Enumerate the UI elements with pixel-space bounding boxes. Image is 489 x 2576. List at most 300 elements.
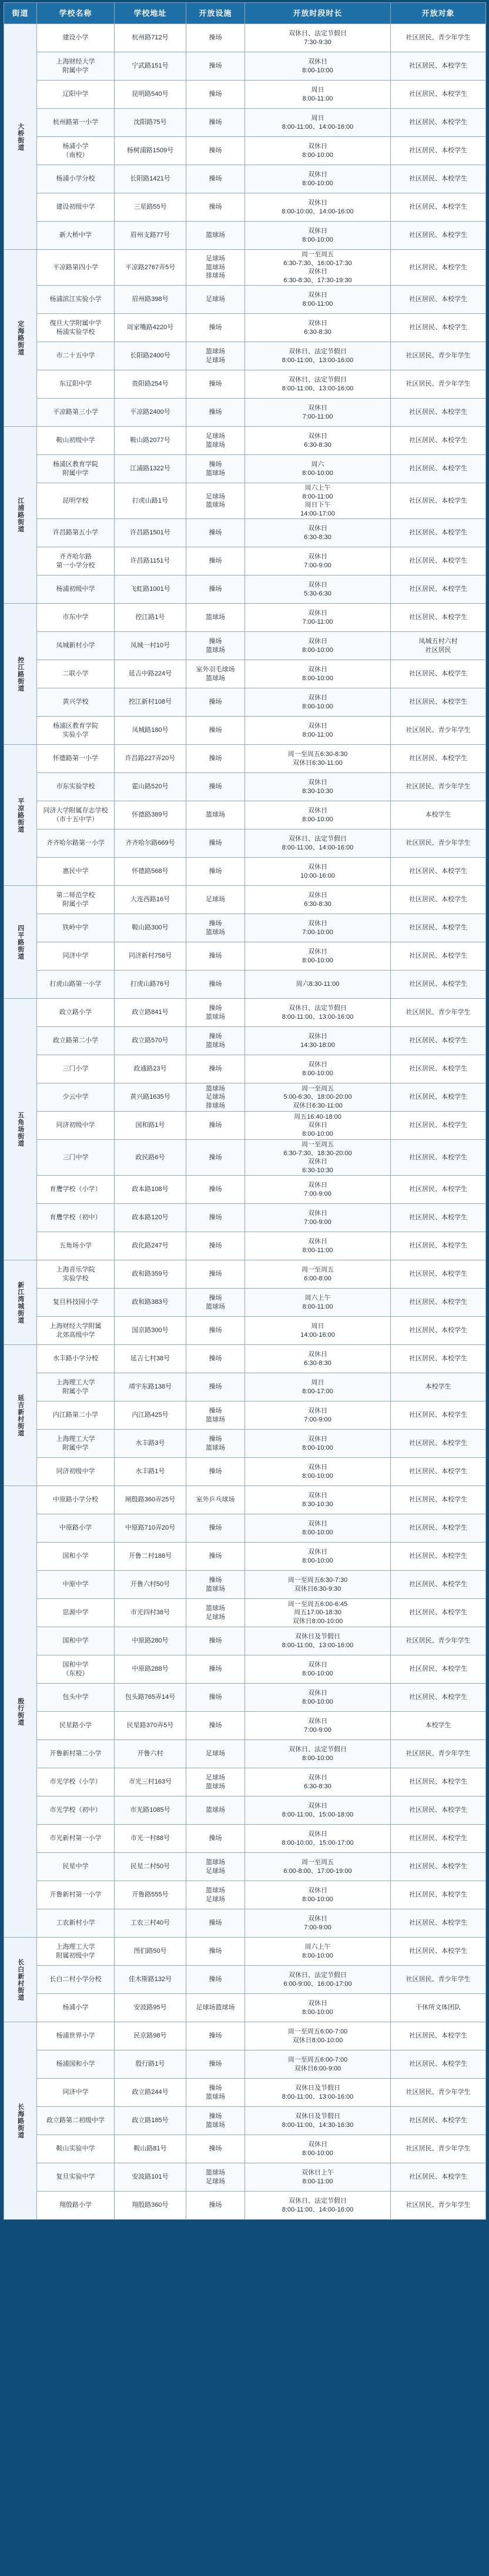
school-name-cell: 铁岭中学: [37, 914, 115, 942]
school-address-cell: 政立路185号: [115, 2107, 186, 2135]
open-target-cell: 社区居民、本校学生: [391, 52, 486, 81]
table-row: [4, 1204, 486, 1232]
open-target-cell: 社区居民、本校学生: [391, 2163, 486, 2192]
table-row: [4, 1027, 486, 1055]
facility-cell: 操场: [186, 1232, 245, 1260]
school-address-cell: 政化路247号: [115, 1232, 186, 1260]
school-name-cell: 杨浦区教育学院 附属中学: [37, 455, 115, 483]
facility-cell: 操场: [186, 942, 245, 971]
facility-cell: 操场 篮球场: [186, 999, 245, 1027]
open-hours-cell: 周六 8:00-10:00: [245, 455, 391, 483]
school-address-cell: 中原路710弄20号: [115, 1514, 186, 1543]
school-name-cell: 杨浦世界小学: [37, 2022, 115, 2050]
open-target-cell: 社区居民、本校学生: [391, 81, 486, 109]
facility-cell: 操场: [186, 137, 245, 165]
school-name-cell: 工农新村小学: [37, 1909, 115, 1938]
table-row: [4, 165, 486, 193]
school-name-cell: 上海音乐学院 实验学校: [37, 1260, 115, 1289]
school-address-cell: 延吉中路224号: [115, 660, 186, 688]
open-target-cell: 社区居民、本校学生: [391, 745, 486, 773]
school-address-cell: 内江路425号: [115, 1401, 186, 1430]
school-name-cell: 育鹰学校（小学）: [37, 1176, 115, 1204]
table-row: [4, 1796, 486, 1825]
open-target-cell: 社区居民、本校学生: [391, 399, 486, 427]
open-target-cell: 社区居民、青少年学生: [391, 1966, 486, 1994]
school-name-cell: 齐齐哈尔路第一小学: [37, 829, 115, 858]
school-name-cell: 政立路第二初级中学: [37, 2107, 115, 2135]
facility-cell: 篮球场: [186, 1796, 245, 1825]
table-row: [4, 483, 486, 519]
school-address-cell: 眉州支路77号: [115, 222, 186, 250]
school-address-cell: 安波路101号: [115, 2163, 186, 2192]
facility-cell: 篮球场 足球场: [186, 2163, 245, 2192]
table-row: [4, 1740, 486, 1768]
open-hours-cell: 周日 8:00-11:00: [245, 81, 391, 109]
school-address-cell: 安波路95号: [115, 1994, 186, 2022]
school-name-cell: 杨浦初级中学: [37, 576, 115, 604]
school-name-cell: 民星路小学: [37, 1712, 115, 1740]
open-hours-cell: 双休日 8:00-10:00: [245, 1543, 391, 1571]
open-hours-cell: 双休日 10:00-16:00: [245, 858, 391, 886]
facility-cell: 操场 篮球场: [186, 1027, 245, 1055]
facility-cell: 操场: [186, 1514, 245, 1543]
table-row: [4, 342, 486, 370]
table-row: [4, 2022, 486, 2050]
open-target-cell: 社区居民、本校学生: [391, 1825, 486, 1853]
open-hours-cell: 双休日、法定节假日 8:00-10:00: [245, 1740, 391, 1768]
school-address-cell: 政民路6号: [115, 1140, 186, 1176]
table-row: [4, 1655, 486, 1684]
open-target-cell: 社区居民、本校学生: [391, 1112, 486, 1140]
school-name-cell: 齐齐哈尔路 第一小学分校: [37, 547, 115, 576]
district-cell: 平凉路街道: [4, 745, 37, 886]
school-address-cell: 鞍山路81号: [115, 2135, 186, 2163]
facility-cell: 足球场: [186, 1740, 245, 1768]
open-target-cell: 社区居民、青少年学生: [391, 1627, 486, 1655]
school-address-cell: 政通路23号: [115, 1055, 186, 1083]
table-row: [4, 999, 486, 1027]
open-target-cell: 社区居民、本校学生: [391, 427, 486, 455]
school-address-cell: 大连西路16号: [115, 886, 186, 914]
table-row: [4, 1514, 486, 1543]
table-row: [4, 1684, 486, 1712]
school-address-cell: 鞍山路300号: [115, 914, 186, 942]
open-target-cell: 社区居民、本校学生: [391, 165, 486, 193]
open-hours-cell: 双休日 7:00-9:00: [245, 1176, 391, 1204]
open-hours-cell: 周一至周五6:00-6:45 周五17:00-18:30 双休日8:00-10:00: [245, 1599, 391, 1627]
open-target-cell: 社区居民、本校学生: [391, 576, 486, 604]
table-header: [4, 3, 486, 24]
district-cell: 长白新村街道: [4, 1938, 37, 2022]
open-hours-cell: 双休日 8:00-10:00: [245, 1430, 391, 1458]
facility-cell: 足球场: [186, 286, 245, 314]
facility-cell: 操场: [186, 1204, 245, 1232]
facility-cell: 操场 篮球场: [186, 632, 245, 660]
table-row: [4, 455, 486, 483]
table-row: [4, 1458, 486, 1486]
school-name-cell: 黄兴学校: [37, 688, 115, 717]
table-row: [4, 427, 486, 455]
open-hours-cell: 双休日 8:00-10:00: [245, 632, 391, 660]
table-row: [4, 193, 486, 222]
school-name-cell: 杨浦国和小学: [37, 2050, 115, 2079]
open-target-cell: 社区居民、本校学生: [391, 1260, 486, 1289]
table-row: [4, 1486, 486, 1514]
facility-cell: 足球场: [186, 886, 245, 914]
table-row: [4, 1260, 486, 1289]
table-row: [4, 2192, 486, 2220]
school-name-cell: 东辽阳中学: [37, 370, 115, 399]
facility-cell: 篮球场 足球场: [186, 1881, 245, 1909]
school-address-cell: 沈阳路75号: [115, 109, 186, 137]
table-row: [4, 632, 486, 660]
table-row: [4, 1317, 486, 1345]
table-row: [4, 717, 486, 745]
open-hours-cell: 周日 8:00-11:00、14:00-16:00: [245, 109, 391, 137]
open-target-cell: 社区居民、本校学生: [391, 1317, 486, 1345]
district-cell: 新江湾城街道: [4, 1260, 37, 1345]
table-row: [4, 2163, 486, 2192]
table-row: [4, 1176, 486, 1204]
table-row: [4, 1345, 486, 1373]
open-target-cell: 社区居民、本校学生: [391, 2022, 486, 2050]
school-address-cell: 宁武路151号: [115, 52, 186, 81]
school-name-cell: 同济中学: [37, 942, 115, 971]
table-row: [4, 745, 486, 773]
school-name-cell: 怀德路第一小学: [37, 745, 115, 773]
open-hours-cell: 周一至周五 5:00-6:30、18:00-20:00 双休日6:30-11:00: [245, 1083, 391, 1112]
open-hours-cell: 双休日 8:00-10:00: [245, 688, 391, 717]
open-target-cell: 社区居民、本校学生: [391, 886, 486, 914]
school-address-cell: 开鲁二村188号: [115, 1543, 186, 1571]
open-hours-cell: 双休日 14:30-18:00: [245, 1027, 391, 1055]
open-target-cell: 社区居民、本校学生: [391, 314, 486, 342]
open-target-cell: 社区居民、本校学生: [391, 1430, 486, 1458]
open-target-cell: 社区居民、本校学生: [391, 1796, 486, 1825]
school-name-cell: 包头中学: [37, 1684, 115, 1712]
district-cell: 五角场街道: [4, 999, 37, 1260]
school-name-cell: 少云中学: [37, 1083, 115, 1112]
school-address-cell: 民京路98号: [115, 2022, 186, 2050]
school-address-cell: 政立路570号: [115, 1027, 186, 1055]
school-name-cell: 三门小学: [37, 1055, 115, 1083]
facility-cell: 篮球场: [186, 801, 245, 829]
school-address-cell: 民星二村50号: [115, 1853, 186, 1881]
facility-cell: 操场: [186, 1712, 245, 1740]
facility-cell: 篮球场 足球场 排球场: [186, 1083, 245, 1112]
table-row: [4, 1853, 486, 1881]
school-address-cell: 市光一村88号: [115, 1825, 186, 1853]
facility-cell: 操场: [186, 1966, 245, 1994]
open-hours-cell: 周日 14:00-16:00: [245, 1317, 391, 1345]
open-target-cell: 社区居民、青少年学生: [391, 24, 486, 52]
school-name-cell: 市光新村第一小学: [37, 1825, 115, 1853]
open-target-cell: 社区居民、本校学生: [391, 455, 486, 483]
school-address-cell: 图们路50号: [115, 1938, 186, 1966]
school-address-cell: 打虎山路76号: [115, 971, 186, 999]
school-address-cell: 政本路120号: [115, 1204, 186, 1232]
facility-cell: 操场: [186, 1345, 245, 1373]
open-hours-cell: 双休日 6:30-8:30: [245, 1345, 391, 1373]
open-hours-cell: 周一至周五6:00-7:00 双休日8:00-10:00: [245, 2022, 391, 2050]
open-hours-cell: 周一至周五 6:00-8:00: [245, 1260, 391, 1289]
open-hours-cell: 双休日 8:00-10:00: [245, 52, 391, 81]
school-address-cell: 杨树浦路1509号: [115, 137, 186, 165]
facility-cell: 操场: [186, 1655, 245, 1684]
facility-cell: 操场: [186, 773, 245, 801]
table-row: [4, 942, 486, 971]
open-hours-cell: 双休日 7:00-9:00: [245, 1204, 391, 1232]
school-address-cell: 许昌路1151号: [115, 547, 186, 576]
open-hours-cell: 周五16:40-18:00 双休日 8:00-10:00: [245, 1112, 391, 1140]
school-address-cell: 开鲁路555号: [115, 1881, 186, 1909]
facility-cell: 足球场 篮球场: [186, 483, 245, 519]
school-address-cell: 长阳路1421号: [115, 165, 186, 193]
school-name-cell: 国和中学 （东校）: [37, 1655, 115, 1684]
open-target-cell: 社区居民、本校学生: [391, 483, 486, 519]
school-address-cell: 眉州路398号: [115, 286, 186, 314]
open-hours-cell: 周一至周五 6:30-7:30、18:30-20:00 双休日 6:30-10:30: [245, 1140, 391, 1176]
school-name-cell: 政立路第二小学: [37, 1027, 115, 1055]
district-cell: 延吉新村街道: [4, 1345, 37, 1486]
facility-cell: 操场: [186, 1458, 245, 1486]
table-row: [4, 1712, 486, 1740]
facility-cell: 操场 篮球场: [186, 1430, 245, 1458]
school-address-cell: 佳木斯路132号: [115, 1966, 186, 1994]
school-address-cell: 打虎山路1号: [115, 483, 186, 519]
open-hours-cell: 周六上午 8:00-10:00: [245, 1938, 391, 1966]
school-name-cell: 政立路小学: [37, 999, 115, 1027]
table-row: [4, 52, 486, 81]
open-hours-cell: 双休日 8:00-11:00: [245, 286, 391, 314]
open-hours-cell: 双休日 8:00-10:00: [245, 165, 391, 193]
facility-cell: 篮球场: [186, 222, 245, 250]
school-name-cell: 三门中学: [37, 1140, 115, 1176]
school-name-cell: 上海理工大学 附属小学: [37, 1373, 115, 1401]
open-target-cell: 社区居民、青少年学生: [391, 2135, 486, 2163]
district-cell: 四平路街道: [4, 886, 37, 999]
school-address-cell: 民星路370弄5号: [115, 1712, 186, 1740]
facility-cell: 篮球场 足球场: [186, 342, 245, 370]
table-row: [4, 1401, 486, 1430]
facility-cell: 足球场 篮球场 排球场: [186, 250, 245, 286]
open-target-cell: 社区居民、本校学生: [391, 942, 486, 971]
table-row: [4, 222, 486, 250]
open-hours-cell: 周一至周五6:00-7:00 双休日6:00-9:00: [245, 2050, 391, 2079]
school-name-cell: 上海财经大学附属 北郊高级中学: [37, 1317, 115, 1345]
school-address-cell: 政本路108号: [115, 1176, 186, 1204]
table-row: [4, 286, 486, 314]
open-target-cell: 干休所文体团队: [391, 1994, 486, 2022]
facility-cell: 操场: [186, 2192, 245, 2220]
school-name-cell: 国和中学: [37, 1627, 115, 1655]
table-row: [4, 1112, 486, 1140]
open-hours-cell: 双休日 8:30-10:30: [245, 1486, 391, 1514]
table-row: [4, 1083, 486, 1112]
facility-cell: 操场: [186, 547, 245, 576]
school-name-cell: 国和小学: [37, 1543, 115, 1571]
open-target-cell: 社区居民、本校学生: [391, 1571, 486, 1599]
school-address-cell: 怀德路568号: [115, 858, 186, 886]
facility-cell: 操场: [186, 745, 245, 773]
school-address-cell: 政和路383号: [115, 1289, 186, 1317]
table-row: [4, 660, 486, 688]
facility-cell: 操场: [186, 1627, 245, 1655]
facility-cell: 操场: [186, 193, 245, 222]
school-address-cell: 闸殷路360弄25号: [115, 1486, 186, 1514]
open-hours-cell: 双休日 8:00-10:00: [245, 801, 391, 829]
open-target-cell: 社区居民、本校学生: [391, 1684, 486, 1712]
open-target-cell: 社区居民、本校学生: [391, 1289, 486, 1317]
open-hours-cell: 周六上午 8:00-11:00: [245, 1289, 391, 1317]
facility-cell: 足球场篮球场: [186, 1994, 245, 2022]
open-target-cell: 社区居民、本校学生: [391, 193, 486, 222]
open-hours-cell: 周一至周五 6:30-7:30、16:00-17:30 双休日 6:30-8:30、17:30-19:30: [245, 250, 391, 286]
table-row: [4, 81, 486, 109]
school-name-cell: 市东实验学校: [37, 773, 115, 801]
open-hours-cell: 双休日、法定节假日 8:00-11:00、14:00-16:00: [245, 829, 391, 858]
open-target-cell: 社区居民、本校学生: [391, 1514, 486, 1543]
school-name-cell: 市光学校（初中）: [37, 1796, 115, 1825]
open-hours-cell: 周六8:30-11:00: [245, 971, 391, 999]
header-district: 街道: [4, 3, 37, 24]
school-address-cell: 翔殷路360号: [115, 2192, 186, 2220]
table-row: [4, 1938, 486, 1966]
open-hours-cell: 双休日 8:00-10:00: [245, 1055, 391, 1083]
open-target-cell: 社区居民、本校学生: [391, 1486, 486, 1514]
open-target-cell: 社区居民、本校学生: [391, 1083, 486, 1112]
open-hours-cell: 双休日 6:30-8:30: [245, 886, 391, 914]
facility-cell: 操场: [186, 576, 245, 604]
open-target-cell: 社区居民、本校学生: [391, 519, 486, 547]
school-address-cell: 凤城路180号: [115, 717, 186, 745]
open-hours-cell: 双休日 8:00-10:00: [245, 1655, 391, 1684]
open-hours-cell: 双休日 8:00-10:00: [245, 1684, 391, 1712]
school-name-cell: 昆明学校: [37, 483, 115, 519]
open-hours-cell: 双休日 7:00-9:00: [245, 1401, 391, 1430]
header-school-name: 学校名称: [37, 3, 115, 24]
header-facility: 开放设施: [186, 3, 245, 24]
facility-cell: 操场: [186, 1825, 245, 1853]
open-target-cell: 社区居民、本校学生: [391, 660, 486, 688]
school-name-cell: 复旦科技园小学: [37, 1289, 115, 1317]
table-row: [4, 370, 486, 399]
table-row: [4, 137, 486, 165]
table-row: [4, 688, 486, 717]
school-name-cell: 思源中学: [37, 1599, 115, 1627]
school-name-cell: 杨浦小学分校: [37, 165, 115, 193]
table-row: [4, 801, 486, 829]
school-address-cell: 长阳路2400号: [115, 342, 186, 370]
school-name-cell: 杭州路第一小学: [37, 109, 115, 137]
open-hours-cell: 双休日 8:00-10:00: [245, 222, 391, 250]
open-hours-cell: 双休日 6:30-8:30: [245, 427, 391, 455]
facility-cell: 篮球场 足球场: [186, 1599, 245, 1627]
school-address-cell: 昆明路540号: [115, 81, 186, 109]
header-school-address: 学校地址: [115, 3, 186, 24]
open-hours-cell: 双休日及节假日 8:00-11:00、14:30-16:30: [245, 2107, 391, 2135]
table-row: [4, 519, 486, 547]
school-address-cell: 同济新村758号: [115, 942, 186, 971]
open-hours-cell: 双休日 8:00-11:00: [245, 717, 391, 745]
open-hours-cell: 双休日、法定节假日 8:00-11:00、13:00-16:00: [245, 999, 391, 1027]
open-hours-cell: 双休日、法定节假日 6:00-9:00、16:00-17:00: [245, 1966, 391, 1994]
open-hours-cell: 周六上午 8:00-11:00 周日下午 14:00-17:00: [245, 483, 391, 519]
school-name-cell: 辽阳中学: [37, 81, 115, 109]
open-hours-cell: 双休日 6:30-8:30: [245, 519, 391, 547]
school-name-cell: 翔殷路小学: [37, 2192, 115, 2220]
school-address-cell: 水丰路3号: [115, 1430, 186, 1458]
school-name-cell: 中原路小学: [37, 1514, 115, 1543]
open-target-cell: 社区居民、本校学生: [391, 1881, 486, 1909]
table-row: [4, 1543, 486, 1571]
open-hours-cell: 双休日 7:00-9:00: [245, 547, 391, 576]
school-address-cell: 市光路1085号: [115, 1796, 186, 1825]
district-cell: 大桥街道: [4, 24, 37, 250]
school-address-cell: 殷行路1号: [115, 2050, 186, 2079]
table-row: [4, 858, 486, 886]
open-target-cell: 社区居民、本校学生: [391, 1543, 486, 1571]
school-address-cell: 政立路841号: [115, 999, 186, 1027]
open-hours-cell: 双休日、法定节假日 8:00-11:00、14:00-16:00: [245, 2192, 391, 2220]
open-hours-cell: 双休日 8:00-10:00: [245, 1881, 391, 1909]
open-hours-cell: 双休日 6:30-8:30: [245, 314, 391, 342]
school-address-cell: 包头路765弄14号: [115, 1684, 186, 1712]
open-target-cell: 社区居民、青少年学生: [391, 2079, 486, 2107]
open-hours-cell: 双休日 8:00-10:00: [245, 137, 391, 165]
school-name-cell: 同济初级中学: [37, 1112, 115, 1140]
school-name-cell: 上海财经大学 附属中学: [37, 52, 115, 81]
open-target-cell: 社区居民、本校学生: [391, 1853, 486, 1881]
open-hours-cell: 周一至周五 6:00-8:00、17:00-19:00: [245, 1853, 391, 1881]
open-target-cell: 社区居民、本校学生: [391, 547, 486, 576]
facility-cell: 操场: [186, 370, 245, 399]
table-row: [4, 1232, 486, 1260]
open-hours-cell: 双休日 8:00-10:00: [245, 1514, 391, 1543]
table-row: [4, 2079, 486, 2107]
open-target-cell: 社区居民、本校学生: [391, 1599, 486, 1627]
open-target-cell: 社区居民、本校学生: [391, 1458, 486, 1486]
open-target-cell: 凤城五村六村 社区居民: [391, 632, 486, 660]
facility-cell: 操场: [186, 1176, 245, 1204]
school-facility-table: [4, 2, 486, 2220]
open-target-cell: 社区居民、本校学生: [391, 1055, 486, 1083]
open-target-cell: 社区居民、本校学生: [391, 1027, 486, 1055]
school-name-cell: 中原中学: [37, 1571, 115, 1599]
school-name-cell: 市光学校（小学）: [37, 1768, 115, 1796]
open-hours-cell: 双休日 8:00-10:00: [245, 660, 391, 688]
school-address-cell: 黄兴路1635号: [115, 1083, 186, 1112]
facility-cell: 操场: [186, 971, 245, 999]
school-address-cell: 中原路288号: [115, 1655, 186, 1684]
school-address-cell: 霍山路520号: [115, 773, 186, 801]
header-open-hours: 开放时段时长: [245, 3, 391, 24]
district-cell: 长海路街道: [4, 2022, 37, 2220]
open-target-cell: 社区居民、本校学生: [391, 250, 486, 286]
facility-cell: 操场: [186, 399, 245, 427]
facility-cell: 操场: [186, 1260, 245, 1289]
school-name-cell: 二联小学: [37, 660, 115, 688]
open-hours-cell: 周一至周五6:30-8:30 双休日6:30-11:00: [245, 745, 391, 773]
facility-cell: 操场 篮球场: [186, 1571, 245, 1599]
school-name-cell: 惠民中学: [37, 858, 115, 886]
open-hours-cell: 双休日 7:00-11:00: [245, 604, 391, 632]
facility-cell: 操场: [186, 1684, 245, 1712]
school-name-cell: 水丰路小学分校: [37, 1345, 115, 1373]
table-row: [4, 2050, 486, 2079]
open-hours-cell: 双休日 6:30-8:30: [245, 1768, 391, 1796]
open-target-cell: 社区居民、本校学生: [391, 604, 486, 632]
